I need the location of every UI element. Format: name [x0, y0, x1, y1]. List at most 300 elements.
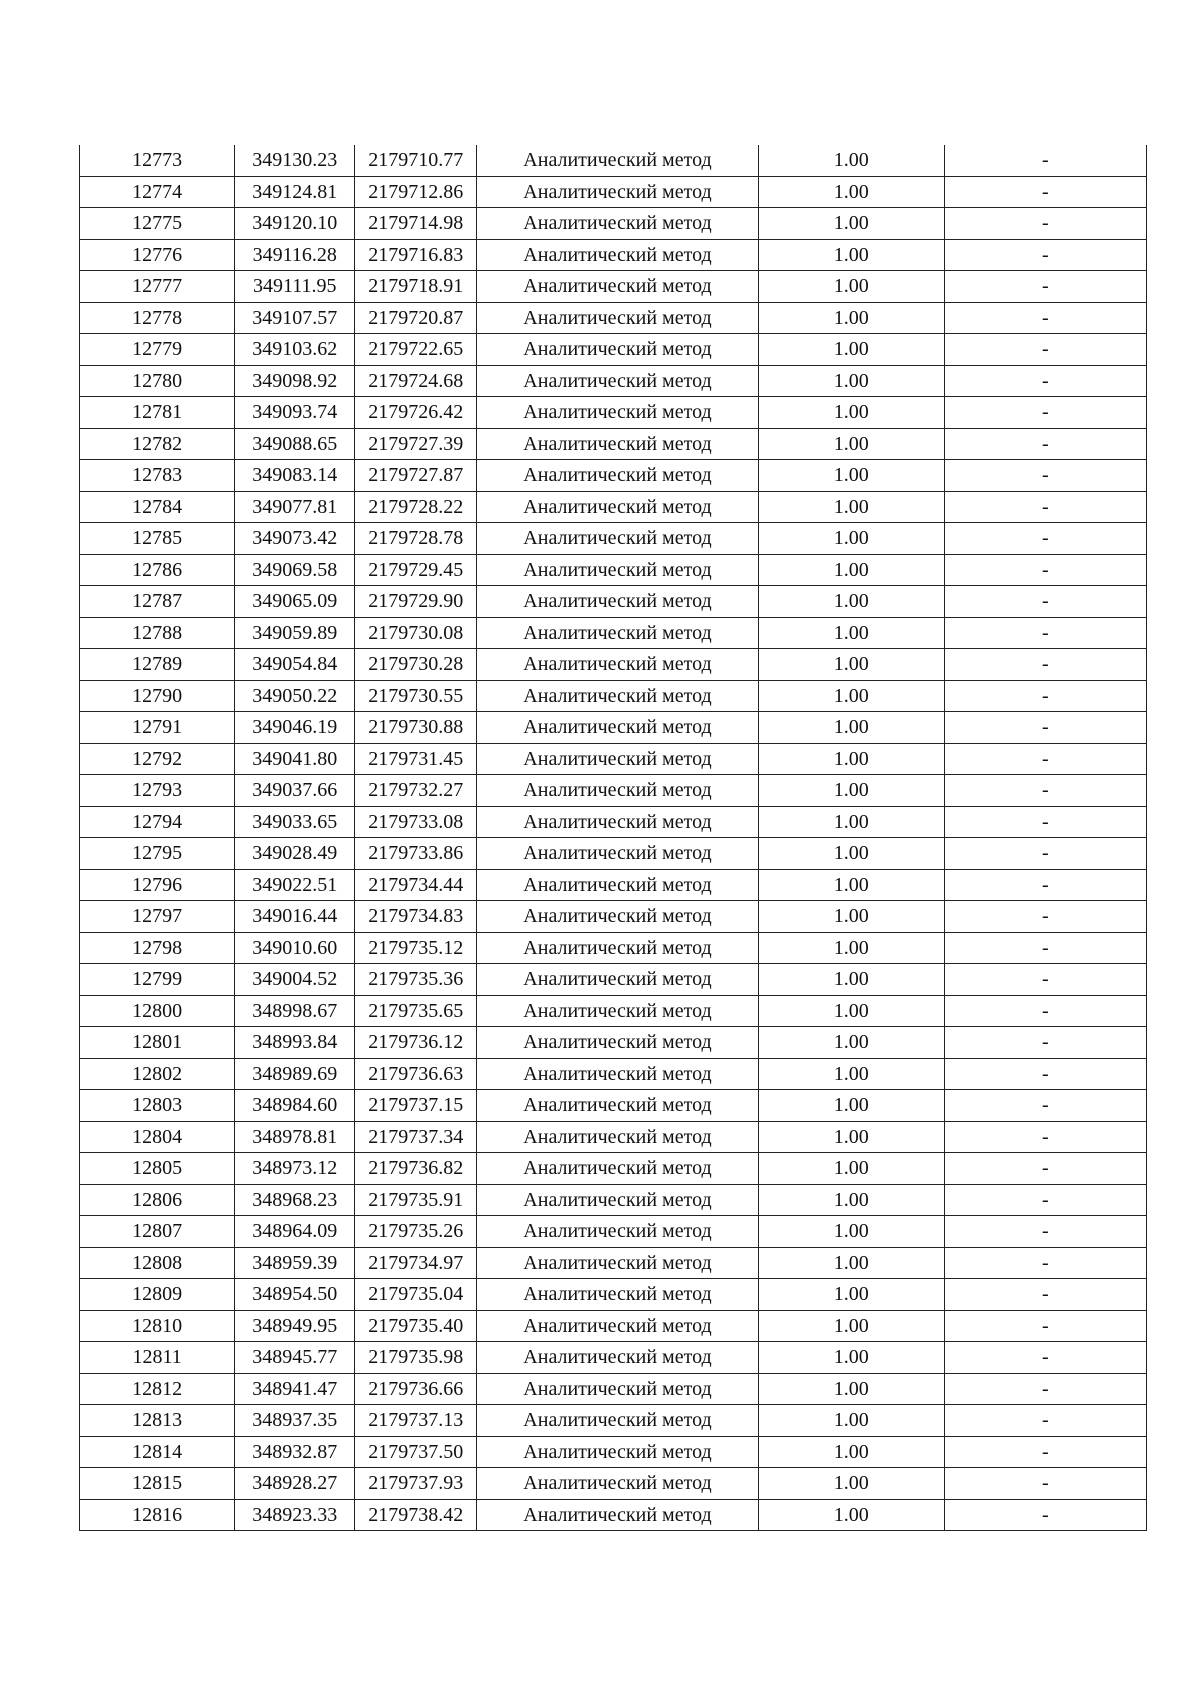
accuracy-cell: 1.00 [758, 302, 944, 334]
accuracy-cell: 1.00 [758, 964, 944, 996]
point-number-cell: 12813 [80, 1405, 235, 1437]
table-row [80, 302, 1147, 334]
y-coordinate-cell: 2179737.34 [355, 1121, 477, 1153]
y-coordinate-cell: 2179722.65 [355, 334, 477, 366]
point-number-cell: 12777 [80, 271, 235, 303]
table-row [80, 1247, 1147, 1279]
y-coordinate-cell: 2179714.98 [355, 208, 477, 240]
accuracy-cell: 1.00 [758, 523, 944, 555]
x-coordinate-cell: 349041.80 [235, 743, 355, 775]
accuracy-cell: 1.00 [758, 617, 944, 649]
y-coordinate-cell: 2179731.45 [355, 743, 477, 775]
x-coordinate-cell: 349033.65 [235, 806, 355, 838]
table-row [80, 1027, 1147, 1059]
method-cell: Аналитический метод [477, 460, 758, 492]
table-row [80, 1090, 1147, 1122]
table-row [80, 617, 1147, 649]
method-cell: Аналитический метод [477, 932, 758, 964]
x-coordinate-cell: 349004.52 [235, 964, 355, 996]
accuracy-cell: 1.00 [758, 208, 944, 240]
y-coordinate-cell: 2179728.22 [355, 491, 477, 523]
accuracy-cell: 1.00 [758, 1342, 944, 1374]
y-coordinate-cell: 2179710.77 [355, 145, 477, 176]
table-row [80, 1468, 1147, 1500]
accuracy-cell: 1.00 [758, 428, 944, 460]
accuracy-cell: 1.00 [758, 775, 944, 807]
y-coordinate-cell: 2179726.42 [355, 397, 477, 429]
x-coordinate-cell: 349046.19 [235, 712, 355, 744]
description-cell: - [944, 1436, 1146, 1468]
method-cell: Аналитический метод [477, 617, 758, 649]
accuracy-cell: 1.00 [758, 1405, 944, 1437]
point-number-cell: 12810 [80, 1310, 235, 1342]
point-number-cell: 12816 [80, 1499, 235, 1531]
point-number-cell: 12790 [80, 680, 235, 712]
y-coordinate-cell: 2179730.08 [355, 617, 477, 649]
description-cell: - [944, 838, 1146, 870]
point-number-cell: 12778 [80, 302, 235, 334]
y-coordinate-cell: 2179720.87 [355, 302, 477, 334]
y-coordinate-cell: 2179730.28 [355, 649, 477, 681]
table-row [80, 775, 1147, 807]
method-cell: Аналитический метод [477, 680, 758, 712]
method-cell: Аналитический метод [477, 712, 758, 744]
y-coordinate-cell: 2179735.26 [355, 1216, 477, 1248]
point-number-cell: 12782 [80, 428, 235, 460]
y-coordinate-cell: 2179718.91 [355, 271, 477, 303]
accuracy-cell: 1.00 [758, 1310, 944, 1342]
method-cell: Аналитический метод [477, 1121, 758, 1153]
x-coordinate-cell: 349050.22 [235, 680, 355, 712]
point-number-cell: 12774 [80, 176, 235, 208]
y-coordinate-cell: 2179727.39 [355, 428, 477, 460]
accuracy-cell: 1.00 [758, 806, 944, 838]
description-cell: - [944, 869, 1146, 901]
description-cell: - [944, 775, 1146, 807]
method-cell: Аналитический метод [477, 397, 758, 429]
y-coordinate-cell: 2179734.44 [355, 869, 477, 901]
y-coordinate-cell: 2179737.93 [355, 1468, 477, 1500]
point-number-cell: 12806 [80, 1184, 235, 1216]
accuracy-cell: 1.00 [758, 1058, 944, 1090]
accuracy-cell: 1.00 [758, 869, 944, 901]
point-number-cell: 12811 [80, 1342, 235, 1374]
method-cell: Аналитический метод [477, 806, 758, 838]
method-cell: Аналитический метод [477, 1027, 758, 1059]
point-number-cell: 12804 [80, 1121, 235, 1153]
description-cell: - [944, 1027, 1146, 1059]
point-number-cell: 12783 [80, 460, 235, 492]
point-number-cell: 12788 [80, 617, 235, 649]
table-row [80, 964, 1147, 996]
description-cell: - [944, 428, 1146, 460]
x-coordinate-cell: 348984.60 [235, 1090, 355, 1122]
accuracy-cell: 1.00 [758, 932, 944, 964]
y-coordinate-cell: 2179737.15 [355, 1090, 477, 1122]
x-coordinate-cell: 349022.51 [235, 869, 355, 901]
method-cell: Аналитический метод [477, 743, 758, 775]
point-number-cell: 12798 [80, 932, 235, 964]
coordinates-table-body [80, 145, 1147, 1531]
description-cell: - [944, 1405, 1146, 1437]
description-cell: - [944, 617, 1146, 649]
accuracy-cell: 1.00 [758, 176, 944, 208]
method-cell: Аналитический метод [477, 964, 758, 996]
point-number-cell: 12785 [80, 523, 235, 555]
method-cell: Аналитический метод [477, 334, 758, 366]
accuracy-cell: 1.00 [758, 586, 944, 618]
description-cell: - [944, 1279, 1146, 1311]
accuracy-cell: 1.00 [758, 1373, 944, 1405]
accuracy-cell: 1.00 [758, 271, 944, 303]
description-cell: - [944, 712, 1146, 744]
table-row [80, 1058, 1147, 1090]
y-coordinate-cell: 2179730.55 [355, 680, 477, 712]
method-cell: Аналитический метод [477, 239, 758, 271]
description-cell: - [944, 995, 1146, 1027]
accuracy-cell: 1.00 [758, 712, 944, 744]
accuracy-cell: 1.00 [758, 334, 944, 366]
method-cell: Аналитический метод [477, 365, 758, 397]
x-coordinate-cell: 348954.50 [235, 1279, 355, 1311]
description-cell: - [944, 334, 1146, 366]
point-number-cell: 12799 [80, 964, 235, 996]
description-cell: - [944, 1121, 1146, 1153]
method-cell: Аналитический метод [477, 523, 758, 555]
method-cell: Аналитический метод [477, 995, 758, 1027]
accuracy-cell: 1.00 [758, 239, 944, 271]
method-cell: Аналитический метод [477, 649, 758, 681]
description-cell: - [944, 460, 1146, 492]
x-coordinate-cell: 348998.67 [235, 995, 355, 1027]
y-coordinate-cell: 2179729.45 [355, 554, 477, 586]
accuracy-cell: 1.00 [758, 1027, 944, 1059]
table-row [80, 1216, 1147, 1248]
table-row [80, 554, 1147, 586]
y-coordinate-cell: 2179734.83 [355, 901, 477, 933]
accuracy-cell: 1.00 [758, 491, 944, 523]
point-number-cell: 12776 [80, 239, 235, 271]
x-coordinate-cell: 349098.92 [235, 365, 355, 397]
description-cell: - [944, 932, 1146, 964]
y-coordinate-cell: 2179712.86 [355, 176, 477, 208]
table-row [80, 901, 1147, 933]
coordinates-table [79, 145, 1147, 1531]
description-cell: - [944, 397, 1146, 429]
x-coordinate-cell: 349107.57 [235, 302, 355, 334]
x-coordinate-cell: 349037.66 [235, 775, 355, 807]
description-cell: - [944, 208, 1146, 240]
accuracy-cell: 1.00 [758, 1121, 944, 1153]
accuracy-cell: 1.00 [758, 1468, 944, 1500]
point-number-cell: 12814 [80, 1436, 235, 1468]
description-cell: - [944, 365, 1146, 397]
table-row [80, 680, 1147, 712]
y-coordinate-cell: 2179732.27 [355, 775, 477, 807]
point-number-cell: 12812 [80, 1373, 235, 1405]
y-coordinate-cell: 2179729.90 [355, 586, 477, 618]
x-coordinate-cell: 349065.09 [235, 586, 355, 618]
accuracy-cell: 1.00 [758, 901, 944, 933]
x-coordinate-cell: 348928.27 [235, 1468, 355, 1500]
point-number-cell: 12802 [80, 1058, 235, 1090]
x-coordinate-cell: 348964.09 [235, 1216, 355, 1248]
table-row [80, 491, 1147, 523]
description-cell: - [944, 523, 1146, 555]
description-cell: - [944, 271, 1146, 303]
point-number-cell: 12797 [80, 901, 235, 933]
accuracy-cell: 1.00 [758, 838, 944, 870]
x-coordinate-cell: 349116.28 [235, 239, 355, 271]
table-row [80, 1184, 1147, 1216]
x-coordinate-cell: 348937.35 [235, 1405, 355, 1437]
table-row [80, 1153, 1147, 1185]
y-coordinate-cell: 2179738.42 [355, 1499, 477, 1531]
description-cell: - [944, 1468, 1146, 1500]
description-cell: - [944, 1058, 1146, 1090]
point-number-cell: 12807 [80, 1216, 235, 1248]
table-row [80, 1279, 1147, 1311]
table-row [80, 1310, 1147, 1342]
description-cell: - [944, 302, 1146, 334]
x-coordinate-cell: 349016.44 [235, 901, 355, 933]
description-cell: - [944, 1310, 1146, 1342]
y-coordinate-cell: 2179735.40 [355, 1310, 477, 1342]
point-number-cell: 12793 [80, 775, 235, 807]
accuracy-cell: 1.00 [758, 1090, 944, 1122]
x-coordinate-cell: 348923.33 [235, 1499, 355, 1531]
table-row [80, 1499, 1147, 1531]
y-coordinate-cell: 2179735.91 [355, 1184, 477, 1216]
description-cell: - [944, 586, 1146, 618]
description-cell: - [944, 1247, 1146, 1279]
x-coordinate-cell: 348973.12 [235, 1153, 355, 1185]
table-row [80, 176, 1147, 208]
accuracy-cell: 1.00 [758, 995, 944, 1027]
accuracy-cell: 1.00 [758, 1499, 944, 1531]
description-cell: - [944, 145, 1146, 176]
method-cell: Аналитический метод [477, 586, 758, 618]
point-number-cell: 12795 [80, 838, 235, 870]
point-number-cell: 12792 [80, 743, 235, 775]
table-row [80, 334, 1147, 366]
point-number-cell: 12781 [80, 397, 235, 429]
accuracy-cell: 1.00 [758, 145, 944, 176]
description-cell: - [944, 1153, 1146, 1185]
x-coordinate-cell: 348945.77 [235, 1342, 355, 1374]
accuracy-cell: 1.00 [758, 680, 944, 712]
y-coordinate-cell: 2179728.78 [355, 523, 477, 555]
table-row [80, 806, 1147, 838]
x-coordinate-cell: 349088.65 [235, 428, 355, 460]
description-cell: - [944, 901, 1146, 933]
y-coordinate-cell: 2179735.36 [355, 964, 477, 996]
table-row [80, 743, 1147, 775]
table-row [80, 1121, 1147, 1153]
point-number-cell: 12801 [80, 1027, 235, 1059]
x-coordinate-cell: 348989.69 [235, 1058, 355, 1090]
y-coordinate-cell: 2179716.83 [355, 239, 477, 271]
y-coordinate-cell: 2179735.65 [355, 995, 477, 1027]
x-coordinate-cell: 349077.81 [235, 491, 355, 523]
method-cell: Аналитический метод [477, 1310, 758, 1342]
x-coordinate-cell: 348941.47 [235, 1373, 355, 1405]
description-cell: - [944, 1373, 1146, 1405]
accuracy-cell: 1.00 [758, 1153, 944, 1185]
table-row [80, 428, 1147, 460]
table-row [80, 271, 1147, 303]
method-cell: Аналитический метод [477, 176, 758, 208]
point-number-cell: 12796 [80, 869, 235, 901]
method-cell: Аналитический метод [477, 1405, 758, 1437]
method-cell: Аналитический метод [477, 428, 758, 460]
method-cell: Аналитический метод [477, 1342, 758, 1374]
point-number-cell: 12800 [80, 995, 235, 1027]
accuracy-cell: 1.00 [758, 1216, 944, 1248]
description-cell: - [944, 491, 1146, 523]
method-cell: Аналитический метод [477, 145, 758, 176]
accuracy-cell: 1.00 [758, 554, 944, 586]
description-cell: - [944, 176, 1146, 208]
table-row [80, 365, 1147, 397]
method-cell: Аналитический метод [477, 208, 758, 240]
x-coordinate-cell: 349111.95 [235, 271, 355, 303]
method-cell: Аналитический метод [477, 1373, 758, 1405]
description-cell: - [944, 1090, 1146, 1122]
x-coordinate-cell: 349083.14 [235, 460, 355, 492]
point-number-cell: 12794 [80, 806, 235, 838]
y-coordinate-cell: 2179735.98 [355, 1342, 477, 1374]
method-cell: Аналитический метод [477, 1279, 758, 1311]
y-coordinate-cell: 2179727.87 [355, 460, 477, 492]
table-row [80, 523, 1147, 555]
x-coordinate-cell: 348978.81 [235, 1121, 355, 1153]
point-number-cell: 12773 [80, 145, 235, 176]
description-cell: - [944, 239, 1146, 271]
x-coordinate-cell: 349130.23 [235, 145, 355, 176]
point-number-cell: 12787 [80, 586, 235, 618]
description-cell: - [944, 649, 1146, 681]
point-number-cell: 12808 [80, 1247, 235, 1279]
y-coordinate-cell: 2179724.68 [355, 365, 477, 397]
method-cell: Аналитический метод [477, 491, 758, 523]
y-coordinate-cell: 2179735.12 [355, 932, 477, 964]
method-cell: Аналитический метод [477, 1058, 758, 1090]
point-number-cell: 12791 [80, 712, 235, 744]
description-cell: - [944, 743, 1146, 775]
x-coordinate-cell: 349073.42 [235, 523, 355, 555]
method-cell: Аналитический метод [477, 271, 758, 303]
description-cell: - [944, 554, 1146, 586]
method-cell: Аналитический метод [477, 1090, 758, 1122]
description-cell: - [944, 964, 1146, 996]
accuracy-cell: 1.00 [758, 1247, 944, 1279]
x-coordinate-cell: 348968.23 [235, 1184, 355, 1216]
x-coordinate-cell: 349093.74 [235, 397, 355, 429]
description-cell: - [944, 1184, 1146, 1216]
y-coordinate-cell: 2179736.63 [355, 1058, 477, 1090]
y-coordinate-cell: 2179730.88 [355, 712, 477, 744]
method-cell: Аналитический метод [477, 1468, 758, 1500]
accuracy-cell: 1.00 [758, 1184, 944, 1216]
x-coordinate-cell: 348932.87 [235, 1436, 355, 1468]
method-cell: Аналитический метод [477, 1499, 758, 1531]
accuracy-cell: 1.00 [758, 649, 944, 681]
description-cell: - [944, 680, 1146, 712]
method-cell: Аналитический метод [477, 1153, 758, 1185]
x-coordinate-cell: 348949.95 [235, 1310, 355, 1342]
method-cell: Аналитический метод [477, 775, 758, 807]
point-number-cell: 12775 [80, 208, 235, 240]
y-coordinate-cell: 2179737.13 [355, 1405, 477, 1437]
y-coordinate-cell: 2179733.86 [355, 838, 477, 870]
table-row [80, 1342, 1147, 1374]
description-cell: - [944, 806, 1146, 838]
table-row [80, 1373, 1147, 1405]
method-cell: Аналитический метод [477, 838, 758, 870]
point-number-cell: 12780 [80, 365, 235, 397]
method-cell: Аналитический метод [477, 554, 758, 586]
point-number-cell: 12815 [80, 1468, 235, 1500]
x-coordinate-cell: 349059.89 [235, 617, 355, 649]
method-cell: Аналитический метод [477, 302, 758, 334]
table-row [80, 208, 1147, 240]
point-number-cell: 12789 [80, 649, 235, 681]
table-row [80, 649, 1147, 681]
method-cell: Аналитический метод [477, 1216, 758, 1248]
point-number-cell: 12803 [80, 1090, 235, 1122]
x-coordinate-cell: 349054.84 [235, 649, 355, 681]
accuracy-cell: 1.00 [758, 365, 944, 397]
description-cell: - [944, 1499, 1146, 1531]
method-cell: Аналитический метод [477, 1184, 758, 1216]
table-row [80, 586, 1147, 618]
method-cell: Аналитический метод [477, 869, 758, 901]
method-cell: Аналитический метод [477, 1436, 758, 1468]
table-row [80, 1436, 1147, 1468]
y-coordinate-cell: 2179734.97 [355, 1247, 477, 1279]
table-row [80, 397, 1147, 429]
description-cell: - [944, 1216, 1146, 1248]
x-coordinate-cell: 348993.84 [235, 1027, 355, 1059]
table-row [80, 869, 1147, 901]
accuracy-cell: 1.00 [758, 1436, 944, 1468]
point-number-cell: 12779 [80, 334, 235, 366]
x-coordinate-cell: 348959.39 [235, 1247, 355, 1279]
table-row [80, 838, 1147, 870]
point-number-cell: 12784 [80, 491, 235, 523]
x-coordinate-cell: 349103.62 [235, 334, 355, 366]
point-number-cell: 12805 [80, 1153, 235, 1185]
table-row [80, 712, 1147, 744]
accuracy-cell: 1.00 [758, 397, 944, 429]
table-row [80, 460, 1147, 492]
point-number-cell: 12786 [80, 554, 235, 586]
table-row [80, 932, 1147, 964]
method-cell: Аналитический метод [477, 901, 758, 933]
table-row [80, 995, 1147, 1027]
y-coordinate-cell: 2179736.12 [355, 1027, 477, 1059]
x-coordinate-cell: 349069.58 [235, 554, 355, 586]
accuracy-cell: 1.00 [758, 743, 944, 775]
point-number-cell: 12809 [80, 1279, 235, 1311]
x-coordinate-cell: 349010.60 [235, 932, 355, 964]
y-coordinate-cell: 2179736.82 [355, 1153, 477, 1185]
y-coordinate-cell: 2179735.04 [355, 1279, 477, 1311]
table-row [80, 239, 1147, 271]
accuracy-cell: 1.00 [758, 1279, 944, 1311]
x-coordinate-cell: 349028.49 [235, 838, 355, 870]
